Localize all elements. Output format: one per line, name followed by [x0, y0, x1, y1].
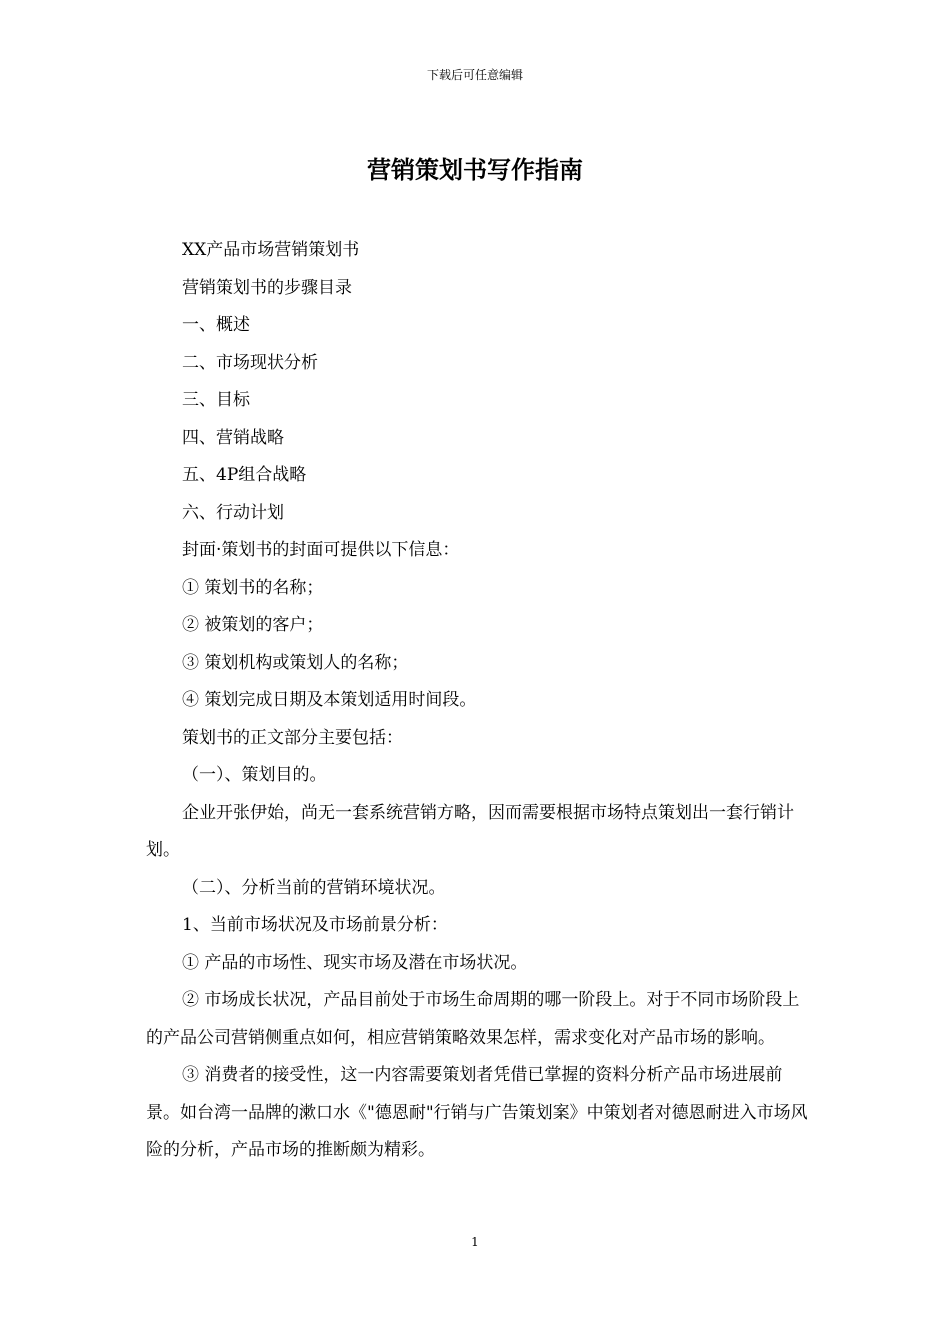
- paragraph-body-includes: 策划书的正文部分主要包括：: [182, 727, 403, 748]
- paragraph-market-item-2: ② 市场成长状况，产品目前处于市场生命周期的哪一阶段上。对于不同市场阶段上的产品公司营销侧重点如何，相应营销策略效果怎样，需求变化对产品市场的影响。: [146, 990, 800, 1048]
- cover-item-client: ② 被策划的客户；: [182, 615, 324, 635]
- document-body: [146, 232, 808, 1170]
- toc-item-market-analysis: 二、市场现状分析: [182, 352, 318, 373]
- subsection-heading-market: 1、当前市场状况及市场前景分析：: [182, 915, 448, 935]
- paragraph-steps-toc: 营销策划书的步骤目录: [182, 277, 352, 298]
- toc-item-4p: 五、4P组合战略: [182, 465, 307, 485]
- cover-item-planner: ③ 策划机构或策划人的名称；: [182, 652, 409, 673]
- toc-item-action-plan: 六、行动计划: [182, 502, 284, 523]
- toc-item-goals: 三、目标: [182, 390, 250, 410]
- page-number: 1: [471, 1235, 479, 1249]
- cover-item-name: ① 策划书的名称；: [182, 577, 324, 598]
- paragraph-market-item-1: ① 产品的市场性、现实市场及潜在市场状况。: [182, 952, 528, 973]
- paragraph-cover-info: 封面·策划书的封面可提供以下信息：: [182, 540, 460, 560]
- toc-item-overview: 一、概述: [182, 315, 250, 335]
- section-heading-environment: （二）、分析当前的营销环境状况。: [182, 877, 446, 898]
- paragraph-market-item-3: ③ 消费者的接受性，这一内容需要策划者凭借已掌握的资料分析产品市场进展前景。如台湾一品牌的漱口水《"德恩耐"行销与广告策划案》中策划者对德恩耐进入市场风险的分析，产品市场的推断颇为精彩。: [146, 1065, 808, 1160]
- section-heading-purpose: （一）、策划目的。: [182, 765, 327, 785]
- toc-item-strategy: 四、营销战略: [182, 427, 284, 448]
- document-title: 营销策划书写作指南: [367, 155, 583, 184]
- header-note: 下载后可任意编辑: [426, 68, 523, 82]
- paragraph-purpose-text: 企业开张伊始，尚无一套系统营销方略，因而需要根据市场特点策划出一套行销计划。: [146, 802, 794, 860]
- paragraph-product-plan-title: XX产品市场营销策划书: [182, 240, 360, 260]
- cover-item-date: ④ 策划完成日期及本策划适用时间段。: [182, 690, 477, 710]
